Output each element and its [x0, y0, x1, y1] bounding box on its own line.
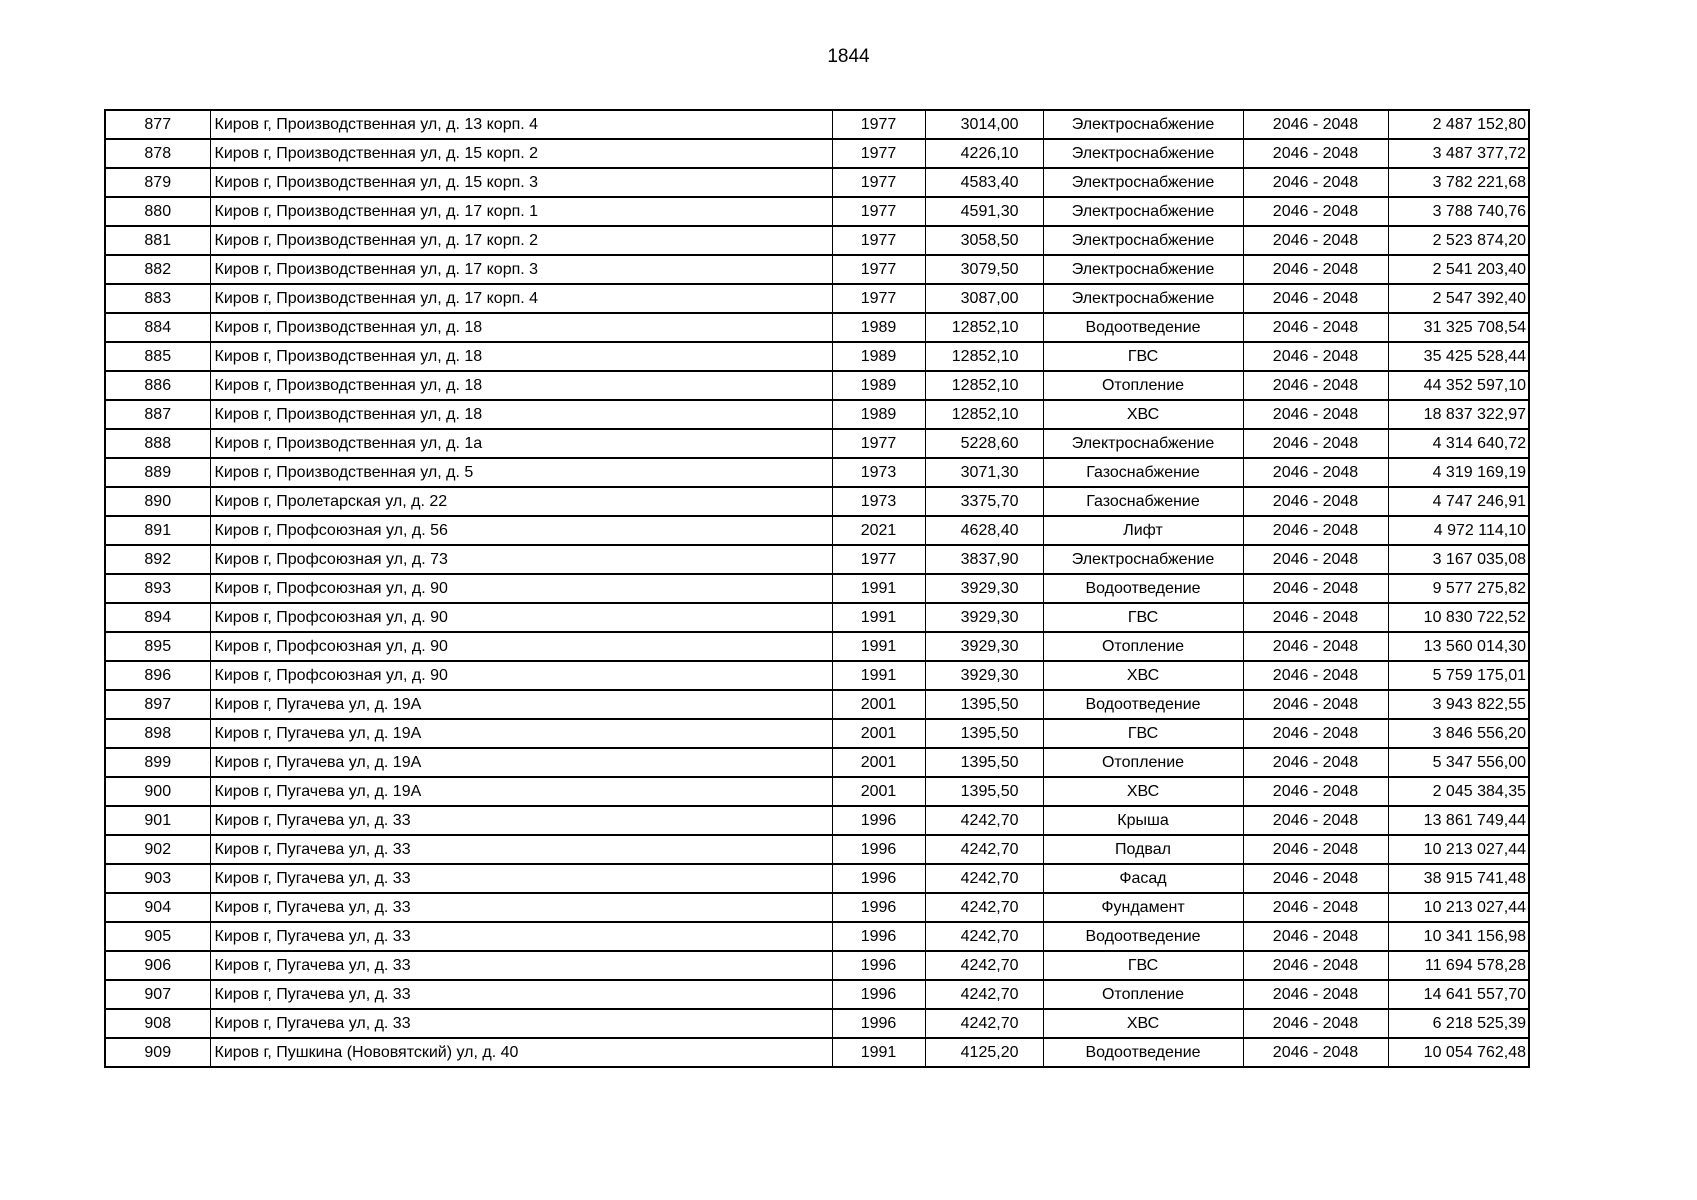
row-number-cell: 892 [105, 545, 210, 574]
period-cell: 2046 - 2048 [1243, 458, 1388, 487]
cost-cell: 44 352 597,10 [1388, 371, 1529, 400]
address-cell: Киров г, Производственная ул, д. 17 корп. 4 [210, 284, 832, 313]
table-row [105, 951, 1529, 980]
year-built-cell: 1977 [832, 139, 925, 168]
address-cell: Киров г, Пугачева ул, д. 19А [210, 690, 832, 719]
area-cell: 4583,40 [925, 168, 1043, 197]
cost-cell: 3 788 740,76 [1388, 197, 1529, 226]
year-built-cell: 1991 [832, 1038, 925, 1067]
row-number-cell: 895 [105, 632, 210, 661]
area-cell: 4125,20 [925, 1038, 1043, 1067]
area-cell: 3929,30 [925, 661, 1043, 690]
period-cell: 2046 - 2048 [1243, 980, 1388, 1009]
area-cell: 4242,70 [925, 1009, 1043, 1038]
work-type-cell: Фундамент [1043, 893, 1243, 922]
period-cell: 2046 - 2048 [1243, 429, 1388, 458]
year-built-cell: 2021 [832, 516, 925, 545]
address-cell: Киров г, Пугачева ул, д. 33 [210, 864, 832, 893]
year-built-cell: 2001 [832, 690, 925, 719]
address-cell: Киров г, Пугачева ул, д. 33 [210, 980, 832, 1009]
year-built-cell: 1996 [832, 893, 925, 922]
year-built-cell: 1996 [832, 922, 925, 951]
year-built-cell: 1977 [832, 197, 925, 226]
area-cell: 3929,30 [925, 632, 1043, 661]
work-type-cell: Электроснабжение [1043, 110, 1243, 139]
address-cell: Киров г, Производственная ул, д. 18 [210, 313, 832, 342]
row-number-cell: 882 [105, 255, 210, 284]
row-number-cell: 903 [105, 864, 210, 893]
register-table [104, 109, 1530, 1068]
row-number-cell: 894 [105, 603, 210, 632]
cost-cell: 13 861 749,44 [1388, 806, 1529, 835]
cost-cell: 2 547 392,40 [1388, 284, 1529, 313]
table-row [105, 226, 1529, 255]
year-built-cell: 1991 [832, 632, 925, 661]
row-number-cell: 884 [105, 313, 210, 342]
row-number-cell: 877 [105, 110, 210, 139]
period-cell: 2046 - 2048 [1243, 487, 1388, 516]
cost-cell: 14 641 557,70 [1388, 980, 1529, 1009]
year-built-cell: 1977 [832, 226, 925, 255]
cost-cell: 2 487 152,80 [1388, 110, 1529, 139]
cost-cell: 10 830 722,52 [1388, 603, 1529, 632]
row-number-cell: 887 [105, 400, 210, 429]
year-built-cell: 1996 [832, 1009, 925, 1038]
area-cell: 12852,10 [925, 342, 1043, 371]
year-built-cell: 1991 [832, 661, 925, 690]
area-cell: 1395,50 [925, 748, 1043, 777]
year-built-cell: 1989 [832, 371, 925, 400]
address-cell: Киров г, Профсоюзная ул, д. 90 [210, 603, 832, 632]
row-number-cell: 897 [105, 690, 210, 719]
year-built-cell: 1977 [832, 545, 925, 574]
row-number-cell: 896 [105, 661, 210, 690]
cost-cell: 9 577 275,82 [1388, 574, 1529, 603]
period-cell: 2046 - 2048 [1243, 893, 1388, 922]
period-cell: 2046 - 2048 [1243, 951, 1388, 980]
address-cell: Киров г, Производственная ул, д. 13 корп. 4 [210, 110, 832, 139]
area-cell: 3079,50 [925, 255, 1043, 284]
area-cell: 4242,70 [925, 893, 1043, 922]
work-type-cell: Отопление [1043, 980, 1243, 1009]
period-cell: 2046 - 2048 [1243, 226, 1388, 255]
cost-cell: 5 759 175,01 [1388, 661, 1529, 690]
table-row [105, 487, 1529, 516]
address-cell: Киров г, Пугачева ул, д. 33 [210, 951, 832, 980]
row-number-cell: 901 [105, 806, 210, 835]
work-type-cell: Водоотведение [1043, 922, 1243, 951]
row-number-cell: 906 [105, 951, 210, 980]
table-row [105, 806, 1529, 835]
table-row [105, 429, 1529, 458]
work-type-cell: Подвал [1043, 835, 1243, 864]
year-built-cell: 1977 [832, 255, 925, 284]
year-built-cell: 1973 [832, 487, 925, 516]
table-row [105, 1009, 1529, 1038]
table-row [105, 284, 1529, 313]
period-cell: 2046 - 2048 [1243, 371, 1388, 400]
cost-cell: 10 213 027,44 [1388, 835, 1529, 864]
table-row [105, 603, 1529, 632]
table-row [105, 400, 1529, 429]
year-built-cell: 1996 [832, 864, 925, 893]
table-row [105, 893, 1529, 922]
address-cell: Киров г, Профсоюзная ул, д. 90 [210, 632, 832, 661]
area-cell: 1395,50 [925, 719, 1043, 748]
address-cell: Киров г, Производственная ул, д. 17 корп. 3 [210, 255, 832, 284]
cost-cell: 2 045 384,35 [1388, 777, 1529, 806]
period-cell: 2046 - 2048 [1243, 603, 1388, 632]
area-cell: 3929,30 [925, 574, 1043, 603]
address-cell: Киров г, Пугачева ул, д. 33 [210, 835, 832, 864]
period-cell: 2046 - 2048 [1243, 835, 1388, 864]
table-row [105, 255, 1529, 284]
cost-cell: 3 487 377,72 [1388, 139, 1529, 168]
address-cell: Киров г, Производственная ул, д. 17 корп. 1 [210, 197, 832, 226]
area-cell: 12852,10 [925, 313, 1043, 342]
work-type-cell: ХВС [1043, 1009, 1243, 1038]
address-cell: Киров г, Производственная ул, д. 5 [210, 458, 832, 487]
work-type-cell: ГВС [1043, 719, 1243, 748]
cost-cell: 31 325 708,54 [1388, 313, 1529, 342]
address-cell: Киров г, Пугачева ул, д. 33 [210, 922, 832, 951]
period-cell: 2046 - 2048 [1243, 168, 1388, 197]
table-row [105, 864, 1529, 893]
period-cell: 2046 - 2048 [1243, 110, 1388, 139]
area-cell: 4591,30 [925, 197, 1043, 226]
row-number-cell: 907 [105, 980, 210, 1009]
area-cell: 4242,70 [925, 806, 1043, 835]
year-built-cell: 1989 [832, 313, 925, 342]
area-cell: 3087,00 [925, 284, 1043, 313]
period-cell: 2046 - 2048 [1243, 864, 1388, 893]
area-cell: 3837,90 [925, 545, 1043, 574]
work-type-cell: Электроснабжение [1043, 284, 1243, 313]
year-built-cell: 1996 [832, 835, 925, 864]
area-cell: 3014,00 [925, 110, 1043, 139]
area-cell: 1395,50 [925, 690, 1043, 719]
address-cell: Киров г, Пугачева ул, д. 33 [210, 893, 832, 922]
period-cell: 2046 - 2048 [1243, 748, 1388, 777]
work-type-cell: ХВС [1043, 661, 1243, 690]
area-cell: 4242,70 [925, 951, 1043, 980]
cost-cell: 13 560 014,30 [1388, 632, 1529, 661]
row-number-cell: 902 [105, 835, 210, 864]
row-number-cell: 905 [105, 922, 210, 951]
cost-cell: 3 167 035,08 [1388, 545, 1529, 574]
work-type-cell: Электроснабжение [1043, 226, 1243, 255]
address-cell: Киров г, Профсоюзная ул, д. 73 [210, 545, 832, 574]
work-type-cell: Отопление [1043, 748, 1243, 777]
period-cell: 2046 - 2048 [1243, 1009, 1388, 1038]
year-built-cell: 1977 [832, 284, 925, 313]
address-cell: Киров г, Производственная ул, д. 15 корп. 2 [210, 139, 832, 168]
year-built-cell: 2001 [832, 748, 925, 777]
year-built-cell: 1977 [832, 429, 925, 458]
period-cell: 2046 - 2048 [1243, 400, 1388, 429]
cost-cell: 11 694 578,28 [1388, 951, 1529, 980]
work-type-cell: Газоснабжение [1043, 487, 1243, 516]
address-cell: Киров г, Пролетарская ул, д. 22 [210, 487, 832, 516]
table-row [105, 139, 1529, 168]
address-cell: Киров г, Производственная ул, д. 18 [210, 371, 832, 400]
table-row [105, 110, 1529, 139]
year-built-cell: 1996 [832, 980, 925, 1009]
row-number-cell: 893 [105, 574, 210, 603]
table-row [105, 980, 1529, 1009]
year-built-cell: 2001 [832, 777, 925, 806]
address-cell: Киров г, Производственная ул, д. 1а [210, 429, 832, 458]
address-cell: Киров г, Пушкина (Нововятский) ул, д. 40 [210, 1038, 832, 1067]
row-number-cell: 886 [105, 371, 210, 400]
work-type-cell: ГВС [1043, 342, 1243, 371]
cost-cell: 10 341 156,98 [1388, 922, 1529, 951]
work-type-cell: ХВС [1043, 400, 1243, 429]
area-cell: 12852,10 [925, 371, 1043, 400]
period-cell: 2046 - 2048 [1243, 545, 1388, 574]
row-number-cell: 899 [105, 748, 210, 777]
period-cell: 2046 - 2048 [1243, 197, 1388, 226]
row-number-cell: 904 [105, 893, 210, 922]
table-row [105, 168, 1529, 197]
row-number-cell: 889 [105, 458, 210, 487]
work-type-cell: Электроснабжение [1043, 197, 1243, 226]
cost-cell: 2 541 203,40 [1388, 255, 1529, 284]
period-cell: 2046 - 2048 [1243, 574, 1388, 603]
work-type-cell: Водоотведение [1043, 313, 1243, 342]
year-built-cell: 2001 [832, 719, 925, 748]
year-built-cell: 1996 [832, 806, 925, 835]
area-cell: 3071,30 [925, 458, 1043, 487]
table-row [105, 458, 1529, 487]
cost-cell: 10 213 027,44 [1388, 893, 1529, 922]
row-number-cell: 879 [105, 168, 210, 197]
work-type-cell: Фасад [1043, 864, 1243, 893]
work-type-cell: Крыша [1043, 806, 1243, 835]
area-cell: 1395,50 [925, 777, 1043, 806]
table-row [105, 661, 1529, 690]
table-row [105, 777, 1529, 806]
area-cell: 3058,50 [925, 226, 1043, 255]
area-cell: 4628,40 [925, 516, 1043, 545]
period-cell: 2046 - 2048 [1243, 661, 1388, 690]
period-cell: 2046 - 2048 [1243, 922, 1388, 951]
area-cell: 4226,10 [925, 139, 1043, 168]
year-built-cell: 1991 [832, 603, 925, 632]
table-row [105, 313, 1529, 342]
table-row [105, 574, 1529, 603]
table-row [105, 342, 1529, 371]
cost-cell: 3 846 556,20 [1388, 719, 1529, 748]
period-cell: 2046 - 2048 [1243, 284, 1388, 313]
address-cell: Киров г, Производственная ул, д. 15 корп. 3 [210, 168, 832, 197]
area-cell: 4242,70 [925, 922, 1043, 951]
cost-cell: 18 837 322,97 [1388, 400, 1529, 429]
cost-cell: 4 319 169,19 [1388, 458, 1529, 487]
row-number-cell: 885 [105, 342, 210, 371]
cost-cell: 3 943 822,55 [1388, 690, 1529, 719]
area-cell: 12852,10 [925, 400, 1043, 429]
table-row [105, 922, 1529, 951]
year-built-cell: 1977 [832, 168, 925, 197]
table-row [105, 371, 1529, 400]
row-number-cell: 891 [105, 516, 210, 545]
row-number-cell: 880 [105, 197, 210, 226]
row-number-cell: 898 [105, 719, 210, 748]
period-cell: 2046 - 2048 [1243, 806, 1388, 835]
row-number-cell: 888 [105, 429, 210, 458]
address-cell: Киров г, Производственная ул, д. 18 [210, 342, 832, 371]
work-type-cell: Электроснабжение [1043, 139, 1243, 168]
cost-cell: 6 218 525,39 [1388, 1009, 1529, 1038]
work-type-cell: Электроснабжение [1043, 429, 1243, 458]
period-cell: 2046 - 2048 [1243, 777, 1388, 806]
row-number-cell: 878 [105, 139, 210, 168]
work-type-cell: ГВС [1043, 603, 1243, 632]
page-number: 1844 [827, 46, 870, 67]
table-row [105, 197, 1529, 226]
table-body [105, 110, 1529, 1067]
work-type-cell: ХВС [1043, 777, 1243, 806]
work-type-cell: Электроснабжение [1043, 255, 1243, 284]
cost-cell: 5 347 556,00 [1388, 748, 1529, 777]
year-built-cell: 1989 [832, 342, 925, 371]
cost-cell: 3 782 221,68 [1388, 168, 1529, 197]
period-cell: 2046 - 2048 [1243, 1038, 1388, 1067]
table-row [105, 545, 1529, 574]
table-row [105, 516, 1529, 545]
table-row [105, 748, 1529, 777]
period-cell: 2046 - 2048 [1243, 516, 1388, 545]
area-cell: 4242,70 [925, 864, 1043, 893]
year-built-cell: 1996 [832, 951, 925, 980]
address-cell: Киров г, Профсоюзная ул, д. 90 [210, 661, 832, 690]
area-cell: 5228,60 [925, 429, 1043, 458]
address-cell: Киров г, Пугачева ул, д. 19А [210, 719, 832, 748]
address-cell: Киров г, Производственная ул, д. 17 корп. 2 [210, 226, 832, 255]
table-row [105, 719, 1529, 748]
cost-cell: 35 425 528,44 [1388, 342, 1529, 371]
year-built-cell: 1991 [832, 574, 925, 603]
area-cell: 4242,70 [925, 835, 1043, 864]
address-cell: Киров г, Пугачева ул, д. 19А [210, 777, 832, 806]
address-cell: Киров г, Производственная ул, д. 18 [210, 400, 832, 429]
row-number-cell: 900 [105, 777, 210, 806]
year-built-cell: 1977 [832, 110, 925, 139]
work-type-cell: Газоснабжение [1043, 458, 1243, 487]
cost-cell: 4 314 640,72 [1388, 429, 1529, 458]
table-row [105, 1038, 1529, 1067]
period-cell: 2046 - 2048 [1243, 255, 1388, 284]
table-row [105, 632, 1529, 661]
work-type-cell: Водоотведение [1043, 574, 1243, 603]
work-type-cell: Лифт [1043, 516, 1243, 545]
work-type-cell: Отопление [1043, 632, 1243, 661]
cost-cell: 10 054 762,48 [1388, 1038, 1529, 1067]
period-cell: 2046 - 2048 [1243, 690, 1388, 719]
period-cell: 2046 - 2048 [1243, 632, 1388, 661]
row-number-cell: 909 [105, 1038, 210, 1067]
cost-cell: 4 747 246,91 [1388, 487, 1529, 516]
period-cell: 2046 - 2048 [1243, 719, 1388, 748]
area-cell: 4242,70 [925, 980, 1043, 1009]
work-type-cell: Электроснабжение [1043, 168, 1243, 197]
period-cell: 2046 - 2048 [1243, 313, 1388, 342]
work-type-cell: Водоотведение [1043, 1038, 1243, 1067]
address-cell: Киров г, Профсоюзная ул, д. 56 [210, 516, 832, 545]
work-type-cell: Электроснабжение [1043, 545, 1243, 574]
address-cell: Киров г, Профсоюзная ул, д. 90 [210, 574, 832, 603]
address-cell: Киров г, Пугачева ул, д. 33 [210, 806, 832, 835]
address-cell: Киров г, Пугачева ул, д. 19А [210, 748, 832, 777]
area-cell: 3375,70 [925, 487, 1043, 516]
cost-cell: 2 523 874,20 [1388, 226, 1529, 255]
cost-cell: 38 915 741,48 [1388, 864, 1529, 893]
work-type-cell: Водоотведение [1043, 690, 1243, 719]
table-row [105, 690, 1529, 719]
period-cell: 2046 - 2048 [1243, 342, 1388, 371]
work-type-cell: Отопление [1043, 371, 1243, 400]
row-number-cell: 890 [105, 487, 210, 516]
address-cell: Киров г, Пугачева ул, д. 33 [210, 1009, 832, 1038]
table-row [105, 835, 1529, 864]
cost-cell: 4 972 114,10 [1388, 516, 1529, 545]
row-number-cell: 883 [105, 284, 210, 313]
row-number-cell: 908 [105, 1009, 210, 1038]
row-number-cell: 881 [105, 226, 210, 255]
work-type-cell: ГВС [1043, 951, 1243, 980]
area-cell: 3929,30 [925, 603, 1043, 632]
year-built-cell: 1989 [832, 400, 925, 429]
year-built-cell: 1973 [832, 458, 925, 487]
period-cell: 2046 - 2048 [1243, 139, 1388, 168]
